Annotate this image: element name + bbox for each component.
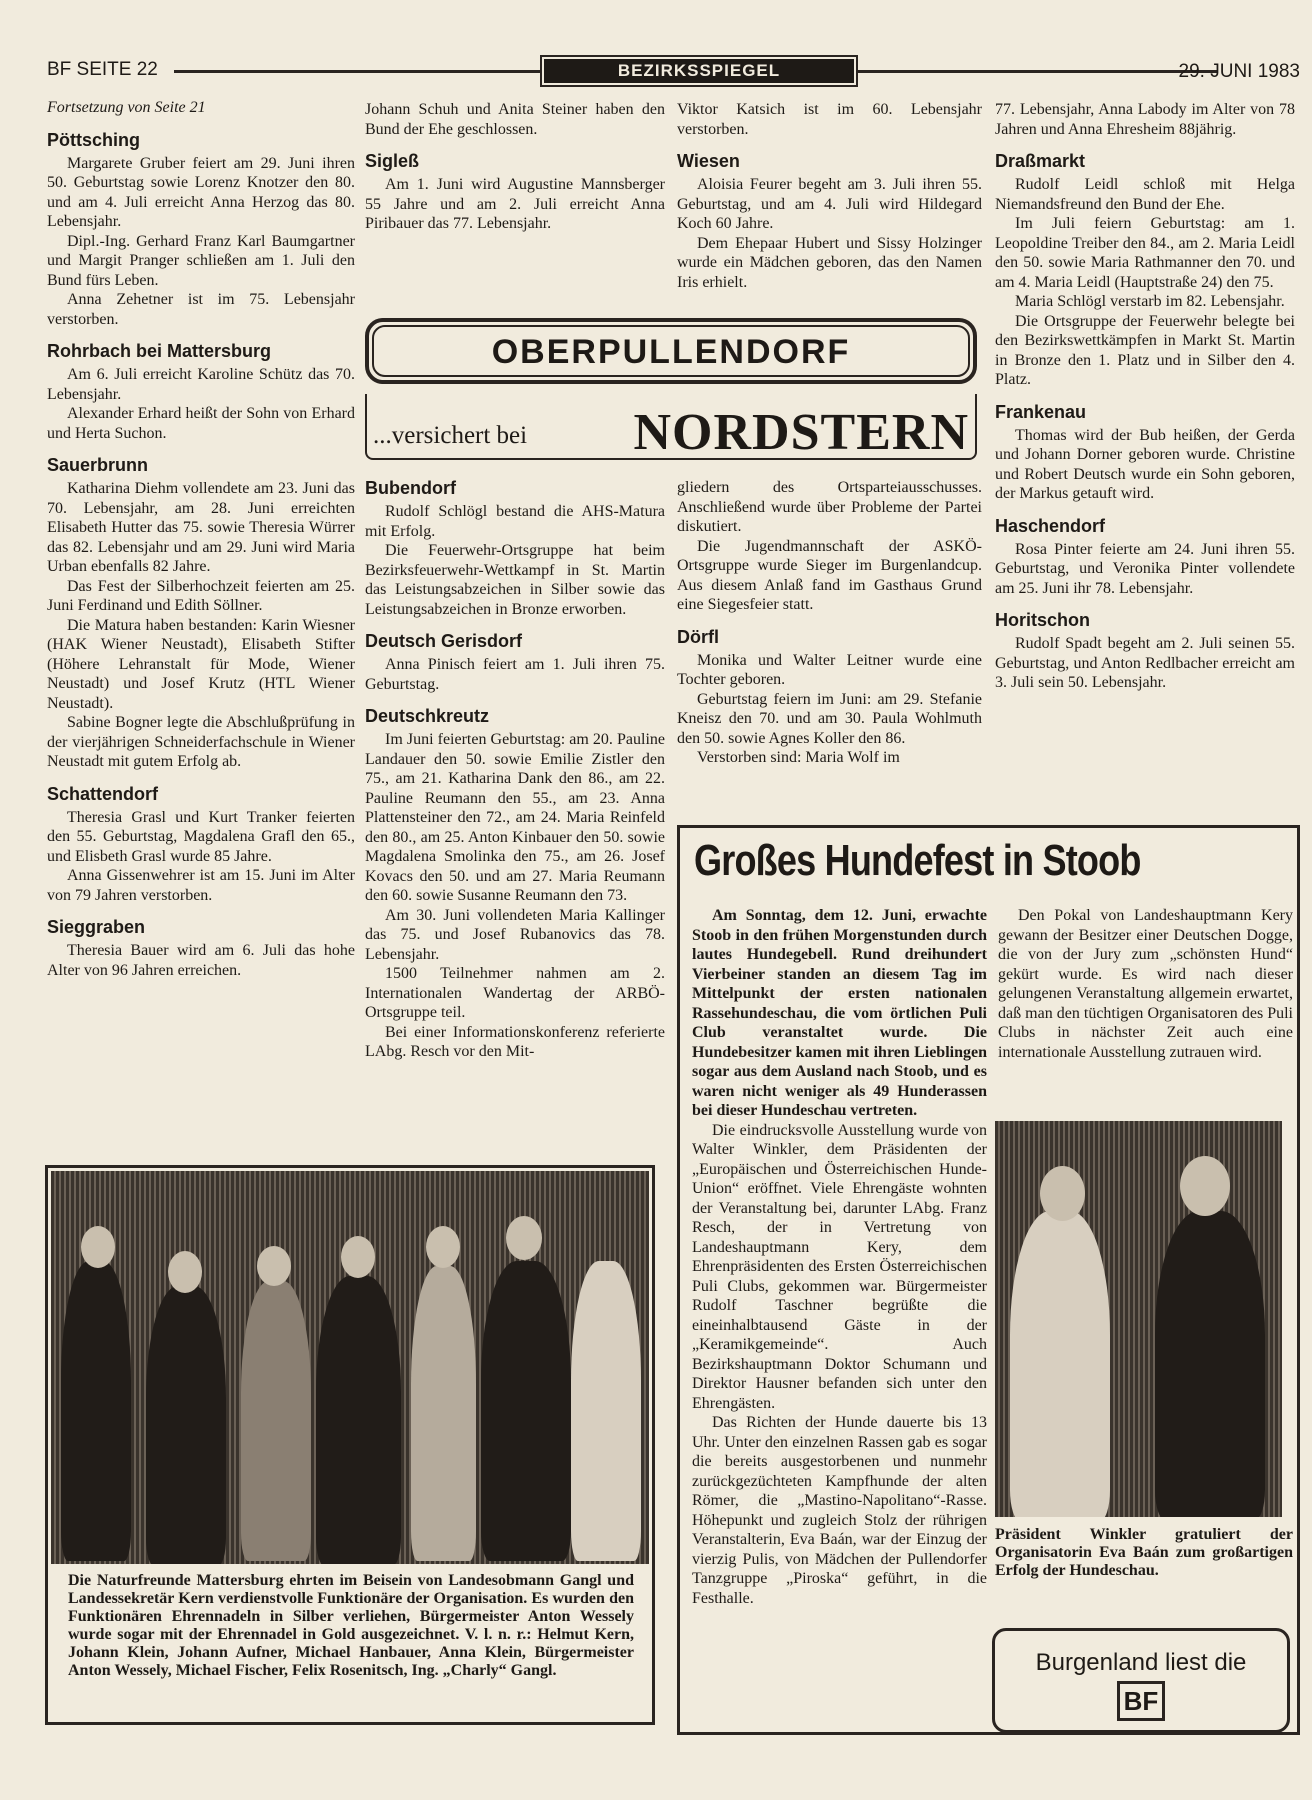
nordstern-ad (365, 318, 977, 468)
news-item: Monika und Walter Leitner wurde eine Tochter geboren. (677, 651, 982, 688)
news-item: Katharina Diehm vollendete am 23. Juni das 70. Lebensjahr, am 28. Juni erreichten Elisabeth Hutter das 75. sowie Theresia Würrer das 82. Lebensjahr und am 29. Juni wird Maria Urban ebenfalls 82 Jahre. (47, 480, 355, 575)
news-item: Die Jugendmannschaft der ASKÖ-Ortsgruppe wurde Sieger im Burgenlandcup. Aus diesem Anlaß fand im Gasthaus Grund eine Siegesfeier statt. (677, 537, 982, 613)
ad-brand: NORDSTERN (633, 404, 969, 461)
news-item: Die Feuerwehr-Ortsgruppe hat beim Bezirksfeuerwehr-Wettkampf in St. Martin das Leistungsabzeichen in Silber sowie das Leistungsabzeichen in Bronze erworben. (365, 542, 665, 618)
article-paragraph: Die eindrucksvolle Ausstellung wurde von Walter Winkler, dem Präsidenten der „Europäischen und Österreichischen Hunde-Union“ eröffnet. Viele Ehrengäste wohnten der Veranstaltung bei, darunter LAbg. Franz Resch, der in Vertretung von Landeshauptmann Kery, dem Ehrenpräsidenten des Ersten Österreichischen Puli Clubs, gekommen war. Bürgermeister Rudolf Taschner begrüßte die eineinhalbtausend Gäste in der „Keramikgemeinde“. Auch Bezirkshauptmann Doktor Schumann und Direktor Hausner befanden sich unter den Ehrengästen. (692, 1121, 987, 1412)
news-item: Rosa Pinter feierte am 24. Juni ihren 55. Geburtstag, und Veronika Pinter vollendete am 25. Juni ihr 78. Lebensjahr. (995, 540, 1295, 597)
news-item: Am 6. Juli erreicht Karoline Schütz das 70. Lebensjahr. (47, 366, 355, 403)
article-lead: Johann Schuh und Anita Steiner haben den Bund der Ehe geschlossen. (365, 101, 665, 138)
column-4 (995, 100, 1295, 693)
column-3 (677, 478, 982, 768)
place-heading: Schattendorf (47, 783, 159, 804)
article-headline: Großes Hundefest in Stoob (694, 836, 1141, 885)
article-paragraph: Den Pokal von Landeshauptmann Kery gewann der Besitzer einer Deutschen Dogge, die von der Jury zum „schönsten Hund“ gekürt wurde. Es wird nach dieser gelungenen Veranstaltung allgemein erwartet, daß man den tüchtigen Organisatoren des Puli Clubs in nächster Zeit auch eine internationale Ausstellung zutrauen wird. (998, 907, 1293, 1061)
page-header (47, 55, 1300, 85)
page-number: BF SEITE 22 (47, 59, 158, 80)
column-2 (365, 478, 665, 1062)
place-heading: Frankenau (995, 401, 1087, 422)
ad-slogan: ...versichert bei (373, 422, 528, 449)
news-item: Sabine Bogner legte die Abschlußprüfung in der vierjährigen Schneiderfachschule in Wiener Neustadt mit gutem Erfolg ab. (47, 714, 355, 770)
news-item: Die Ortsgruppe der Feuerwehr belegte bei den Bezirkswettkämpfen in Markt St. Martin in Bronze den 1. Platz und in Silber den 4. Platz. (995, 312, 1295, 388)
news-item: Am 30. Juni vollendeten Maria Kallinger das 75. und Josef Rubanovics das 78. Lebensjahr. (365, 906, 665, 963)
column-3-top (677, 100, 982, 292)
news-item: Alexander Erhard heißt der Sohn von Erhard und Herta Suchon. (47, 405, 355, 442)
news-item: Geburtstag feiern im Juni: am 29. Stefanie Kneisz den 70. und am 30. Paula Wohlmuth den 50. sowie Agnes Koller den 86. (677, 690, 982, 747)
news-item: Bei einer Informationskonferenz referierte LAbg. Resch vor den Mit- (365, 1023, 665, 1060)
group-photo (51, 1171, 649, 1564)
news-item: Dipl.-Ing. Gerhard Franz Karl Baumgartner und Margit Pranger schließen am 1. Juli den Bund fürs Leben. (47, 232, 355, 289)
column-2-top (365, 100, 665, 234)
hundefest-article (677, 825, 1300, 1735)
news-item: Im Juli feiern Geburtstag: am 1. Leopoldine Treiber den 84., am 2. Maria Leidl den 50. sowie Maria Rathmanner den 70. und am 4. Maria Leidl (Hauptstraße 24) den 75. (995, 215, 1295, 291)
district-banner: OBERPULLENDORF (372, 325, 970, 377)
news-item: Anna Zehetner ist im 75. Lebensjahr verstorben. (47, 291, 355, 328)
group-photo-caption: Die Naturfreunde Mattersburg ehrten im Beisein von Landesobmann Gangl und Landessekretär Kern verdienstvolle Funktionäre der Organisation. Es wurden den Funktionären Ehrennadeln in Silber verliehen, Bürgermeister Anton Wessely wurde sogar mit der Ehrennadel in Gold ausgezeichnet. V. l. n. r.: Helmut Kern, Johann Klein, Johann Aufner, Michael Hanbauer, Anna Klein, Bürgermeister Anton Wessely, Michael Fischer, Felix Rosenitsch, Ing. „Charly“ Gangl. (68, 1572, 634, 1679)
news-item: 1500 Teilnehmer nahmen am 2. Internationalen Wandertag der ARBÖ-Ortsgruppe teil. (365, 965, 665, 1021)
news-item: Rudolf Spadt begeht am 2. Juli seinen 55. Geburtstag, und Anton Redlbacher erreicht am 3. Juli sein 50. Lebensjahr. (995, 635, 1295, 691)
place-heading: Sieggraben (47, 917, 146, 937)
news-item: Dem Ehepaar Hubert und Sissy Holzinger wurde ein Mädchen geboren, das den Namen Iris erhielt. (677, 234, 982, 291)
place-heading: Draßmarkt (995, 151, 1086, 171)
article-paragraph: Das Richten der Hunde dauerte bis 13 Uhr. Unter den einzelnen Rassen gab es sogar die bereits ausgestorbenen und nunmehr zurückgezüchteten Kampfhunde der alten Römer, die „Mastino-Napolitano“-Rasse. Höhepunkt und zugleich Stolz der rührigen Veranstalterin, Eva Baán, war der Einzug der vierzig Pulis, von Mädchen der Pullendorfer Tanzgruppe „Piroska“ geführt, in die Festhalle. (692, 1414, 987, 1607)
place-heading: Deutschkreutz (365, 706, 490, 726)
column-1 (47, 98, 355, 980)
header-rule (174, 70, 540, 73)
place-heading: Sauerbrunn (47, 455, 149, 475)
news-item: Anna Gissenwehrer ist am 15. Juni im Alter von 79 Jahren verstorben. (47, 867, 355, 904)
winkler-photo (995, 1121, 1282, 1517)
bf-ad (992, 1628, 1290, 1733)
news-item: Verstorben sind: Maria Wolf im (697, 749, 900, 766)
place-heading: Horitschon (995, 610, 1091, 630)
place-heading: Pöttsching (47, 129, 140, 150)
group-photo-box (45, 1165, 655, 1725)
news-item: Theresia Grasl und Kurt Tranker feierten den 55. Geburtstag, Magdalena Grafl den 65., und Elisbeth Grasl wurde 85 Jahre. (47, 808, 355, 865)
place-heading: Dörfl (677, 626, 719, 647)
bf-ad-text: Burgenland liest die (1035, 1649, 1247, 1676)
news-item: Maria Schlögl verstarb im 82. Lebensjahr. (1015, 293, 1285, 310)
place-heading: Sigleß (365, 151, 420, 171)
article-lead: Am Sonntag, dem 12. Juni, erwachte Stoob in den frühen Morgenstunden durch lautes Hundegebell. Rund dreihundert Vierbeiner standen an diesem Tag im Mittelpunkt der ersten nationalen Rassehundeschau, die vom örtlichen Puli Club veranstaltet wurde. Die Hundebesitzer kamen mit ihren Lieblingen sogar aus dem Ausland nach Stoob, und es waren nicht weniger als 49 Hunderassen bei dieser Hundeschau vertreten. (692, 907, 987, 1119)
place-heading: Deutsch Gerisdorf (365, 631, 523, 651)
news-item: Rudolf Leidl schloß mit Helga Niemandsfreund den Bund der Ehe. (995, 176, 1295, 213)
section-tag (540, 55, 858, 87)
article-lead: Viktor Katsich ist im 60. Lebensjahr verstorben. (677, 101, 982, 138)
news-item: Die Matura haben bestanden: Karin Wiesner (HAK Wiener Neustadt), Elisabeth Stifter (Höhere Lehranstalt für Mode, Wiener Neustadt) und Josef Krutz (HTL Wiener Neustadt). (47, 616, 355, 712)
news-item: Das Fest der Silberhochzeit feierten am 25. Juni Ferdinand und Edith Söllner. (47, 577, 355, 614)
place-heading: Rohrbach bei Mattersburg (47, 341, 272, 361)
news-item: Am 1. Juni wird Augustine Mannsberger 55 Jahre und am 2. Juli erreicht Anna Piribauer das 77. Lebensjahr. (365, 176, 665, 232)
hundefest-column-2 (998, 906, 1293, 1062)
bf-logo: BF (1117, 1681, 1166, 1721)
place-heading: Bubendorf (365, 478, 456, 498)
news-item: Theresia Bauer wird am 6. Juli das hohe Alter von 96 Jahren erreichen. (47, 942, 355, 979)
hundefest-column-1 (692, 906, 987, 1608)
news-item: Aloisia Feurer begeht am 3. Juli ihren 55. Geburtstag, und am 4. Juli wird Hildegard Koch 60 Jahre. (677, 176, 982, 232)
article-lead: gliedern des Ortsparteiausschusses. Anschließend wurde über Probleme der Partei diskutiert. (677, 479, 982, 535)
issue-date: 29. JUNI 1983 (1178, 61, 1300, 82)
news-item: Anna Pinisch feiert am 1. Juli ihren 75. Geburtstag. (365, 656, 665, 693)
news-item: Thomas wird der Bub heißen, der Gerda und Johann Dorner geboren wurde. Christine und Robert Deutsch wurde ein Sohn geboren, der Markus getauft wird. (995, 426, 1295, 502)
section-title: BEZIRKSSPIEGEL (544, 59, 854, 83)
news-item: Rudolf Schlögl bestand die AHS-Matura mit Erfolg. (365, 503, 665, 540)
news-item: Margarete Gruber feiert am 29. Juni ihren 50. Geburtstag sowie Lorenz Knotzer den 80. und am 4. Juli erreicht Anna Herzog das 80. Lebensjahr. (47, 154, 355, 230)
winkler-photo-caption: Präsident Winkler gratuliert der Organisatorin Eva Baán zum großartigen Erfolg der Hundeschau. (995, 1526, 1293, 1579)
continuation-note: Fortsetzung von Seite 21 (47, 99, 206, 116)
place-heading: Wiesen (677, 151, 740, 171)
news-item: Im Juni feierten Geburtstag: am 20. Pauline Landauer den 50. sowie Emilie Zistler den 75., am 21. Katharina Dank den 86., am 22. Pauline Reumann den 55., am 23. Anna Plattensteiner den 72., am 24. Maria Reinfeld den 80., am 25. Anton Kinbauer den 50. sowie Magdalena Smolinka den 75., am 26. Josef Kovacs den 50. und am 27. Maria Reumann den 60. sowie Susanne Reumann den 73. (365, 731, 665, 904)
place-heading: Haschendorf (995, 515, 1106, 536)
header-rule (858, 70, 1218, 73)
article-lead: 77. Lebensjahr, Anna Labody im Alter von 78 Jahren und Anna Ehresheim 88jährig. (995, 101, 1295, 138)
